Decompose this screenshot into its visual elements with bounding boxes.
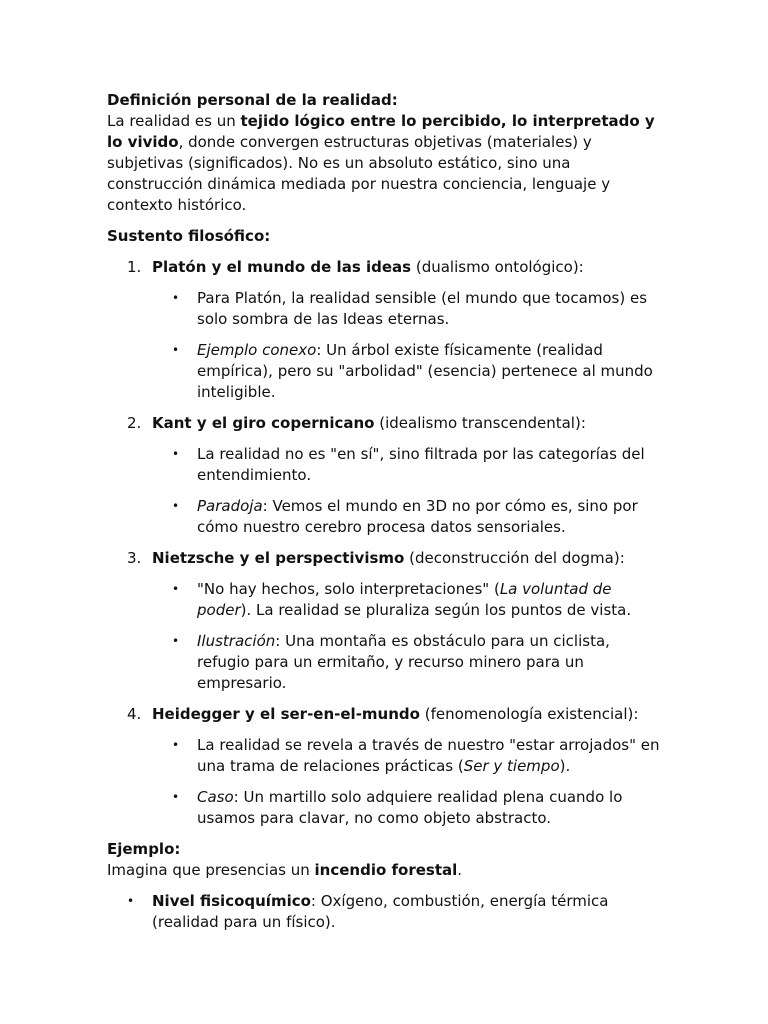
ejemplo-heading: Ejemplo: <box>107 840 181 858</box>
bullet-icon: • <box>172 634 180 648</box>
list-item-title: Kant y el giro copernicano (idealismo transcendental): <box>152 414 586 432</box>
bullet-item: • La realidad no es "en sí", sino filtrada por las categorías del entendimiento. <box>172 445 645 484</box>
bullet-icon: • <box>172 790 180 804</box>
list-item-platon <box>107 257 667 403</box>
ejemplo-paragraph: Imagina que presencias un incendio forestal. <box>107 861 463 879</box>
bullet-icon: • <box>172 582 180 596</box>
bullet-item: • Para Platón, la realidad sensible (el mundo que tocamos) es solo sombra de las Ideas eternas. <box>172 289 648 328</box>
sustento-heading: Sustento filosófico: <box>107 227 271 245</box>
bullet-item: • Paradoja: Vemos el mundo en 3D no por cómo es, sino por cómo nuestro cerebro procesa datos sensoriales. <box>172 497 638 536</box>
list-number: 2. <box>127 414 142 432</box>
bullet-icon: • <box>172 291 180 305</box>
list-number: 1. <box>127 258 142 276</box>
sublist <box>152 444 667 538</box>
sublist <box>152 579 667 694</box>
bullet-icon: • <box>127 894 135 908</box>
bullet-icon: • <box>172 499 180 513</box>
definition-paragraph: La realidad es un tejido lógico entre lo percibido, lo interpretado y lo vivido, donde convergen estructuras objetivas (materiales) y subjetivas (significados). No es un absoluto estático, sino una construcción dinámica mediada por nuestra conciencia, lenguaje y contexto histórico. <box>107 112 655 214</box>
list-number: 3. <box>127 549 142 567</box>
bullet-icon: • <box>172 738 180 752</box>
list-item-nietzsche <box>107 548 667 694</box>
philosophers-list <box>107 257 667 829</box>
ejemplo-list <box>107 891 667 933</box>
bullet-item: • Caso: Un martillo solo adquiere realidad plena cuando lo usamos para clavar, no como objeto abstracto. <box>172 788 623 827</box>
definition-heading: Definición personal de la realidad: <box>107 91 398 109</box>
list-item-title: Nietzsche y el perspectivismo (deconstrucción del dogma): <box>152 549 625 567</box>
bullet-icon: • <box>172 447 180 461</box>
list-item-title: Heidegger y el ser-en-el-mundo (fenomenología existencial): <box>152 705 639 723</box>
list-item-heidegger <box>107 704 667 829</box>
bullet-item: • Ejemplo conexo: Un árbol existe físicamente (realidad empírica), pero su "arbolidad" (esencia) pertenece al mundo inteligible. <box>172 341 653 401</box>
bullet-item: • "No hay hechos, solo interpretaciones" (La voluntad de poder). La realidad se pluraliza según los puntos de vista. <box>172 580 632 619</box>
document-page <box>107 90 667 933</box>
sublist <box>152 288 667 403</box>
bullet-item: • Nivel fisicoquímico: Oxígeno, combustión, energía térmica (realidad para un físico). <box>127 892 609 931</box>
sublist <box>152 735 667 829</box>
list-item-kant <box>107 413 667 538</box>
list-item-title: Platón y el mundo de las ideas (dualismo ontológico): <box>152 258 584 276</box>
list-number: 4. <box>127 705 142 723</box>
bullet-item: • La realidad se revela a través de nuestro "estar arrojados" en una trama de relaciones prácticas (Ser y tiempo). <box>172 736 660 775</box>
bullet-icon: • <box>172 343 180 357</box>
bullet-item: • Ilustración: Una montaña es obstáculo para un ciclista, refugio para un ermitaño, y recurso minero para un empresario. <box>172 632 610 692</box>
